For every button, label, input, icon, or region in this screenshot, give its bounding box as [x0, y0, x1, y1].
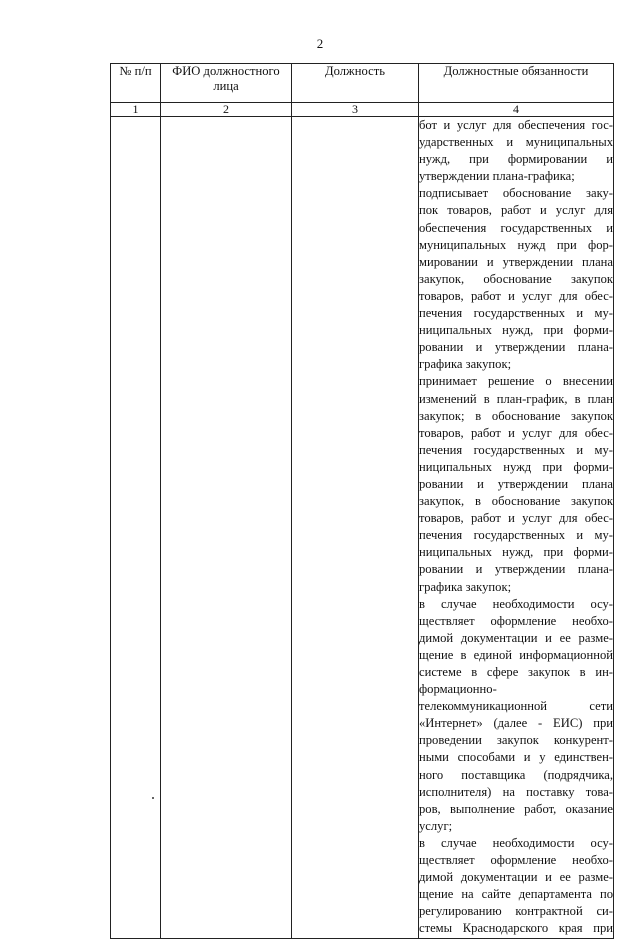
duties-line: услуг; [419, 818, 453, 833]
duties-line: товаров, работ и услуг для обес- [419, 511, 613, 526]
duties-line: товаров, работ и услуг для обес- [419, 425, 613, 440]
duties-line: принимает решение о внесении [419, 374, 613, 389]
page-number: 2 [316, 36, 324, 51]
number-cell [111, 117, 161, 939]
scan-speck [152, 797, 154, 799]
duties-line: формационно- [419, 682, 497, 697]
duties-line: пок товаров, работ и услуг для [419, 203, 613, 218]
full-name-cell [161, 117, 292, 939]
duties-table [110, 63, 614, 939]
column-number-3: 3 [292, 103, 419, 117]
duties-line: ниципальных нужд при форми- [419, 459, 613, 474]
duties-line: ниципальных нужд, при форми- [419, 545, 613, 560]
duties-line: закупок; в обоснование закупок [419, 408, 613, 423]
duties-line: ществляет оформление необхо- [419, 613, 613, 628]
duties-line: изменений в план-график, в план [419, 391, 613, 406]
header-number: № п/п [111, 64, 161, 103]
duties-line: ровании и утверждении плана- [419, 562, 613, 577]
column-number-1: 1 [111, 103, 161, 117]
duties-line: в случае необходимости осу- [419, 596, 613, 611]
duties-line: телекоммуникационной сети [419, 699, 613, 714]
duties-line: графика закупок; [419, 357, 512, 372]
duties-line: закупок, в обоснование закупок [419, 494, 613, 509]
duties-line: димой документации и ее разме- [419, 870, 613, 885]
header-row [111, 64, 614, 103]
duties-line: в случае необходимости осу- [419, 835, 613, 850]
duties-line: печения государственных и му- [419, 528, 613, 543]
column-number-2: 2 [161, 103, 292, 117]
duties-line: графика закупок; [419, 579, 512, 594]
duties-line: ровании и утверждении плана- [419, 340, 613, 355]
header-position: Должность [292, 64, 419, 103]
duties-line: регулированию контрактной си- [419, 904, 613, 919]
duties-line: утверждении плана-графика; [419, 169, 575, 184]
duties-line: печения государственных и му- [419, 442, 613, 457]
duties-line: системе в сфере закупок в ин- [419, 665, 613, 679]
duties-line: мировании и утверждении плана [419, 254, 613, 269]
duties-line: ров, выполнение работ, оказание [419, 801, 613, 816]
column-number-4: 4 [419, 103, 614, 117]
duties-line: щение на сайте департамента по [419, 887, 613, 902]
duties-line: проведении закупок конкурент- [419, 733, 613, 748]
duties-line: ровании и утверждении плана [419, 476, 613, 491]
duties-line: щение в единой информационной [419, 647, 613, 662]
duties-line: исполнителя) на поставку това- [419, 784, 613, 799]
duties-line: товаров, работ и услуг для обес- [419, 288, 613, 303]
duties-line: стемы Краснодарского края при [419, 921, 613, 936]
duties-line: печения государственных и му- [419, 306, 613, 321]
duties-line: ными способами и у единствен- [419, 750, 613, 765]
duties-line: ниципальных нужд, при форми- [419, 323, 613, 338]
duties-line: ного поставщика (подрядчика, [419, 767, 613, 782]
duties-line: ударственных и муниципальных [419, 135, 613, 150]
duties-line: закупок, обоснование закупок [419, 271, 613, 286]
duties-line: подписывает обоснование заку- [419, 186, 613, 201]
duties-line: нужд, при формировании и [419, 152, 613, 167]
duties-cell [419, 117, 614, 939]
column-numbers-row [111, 103, 614, 117]
duties-line: муниципальных нужд при фор- [419, 237, 613, 252]
table-row [111, 117, 614, 939]
duties-line: ществляет оформление необхо- [419, 853, 613, 868]
header-duties: Должностные обязанности [419, 64, 614, 103]
duties-line: «Интернет» (далее - ЕИС) при [419, 716, 613, 731]
position-cell [292, 117, 419, 939]
duties-line: обеспечения государственных и [419, 220, 613, 235]
duties-line: бот и услуг для обеспечения гос- [419, 118, 613, 132]
duties-line: димой документации и ее разме- [419, 630, 613, 645]
header-full-name: ФИО должностного лица [161, 64, 292, 103]
